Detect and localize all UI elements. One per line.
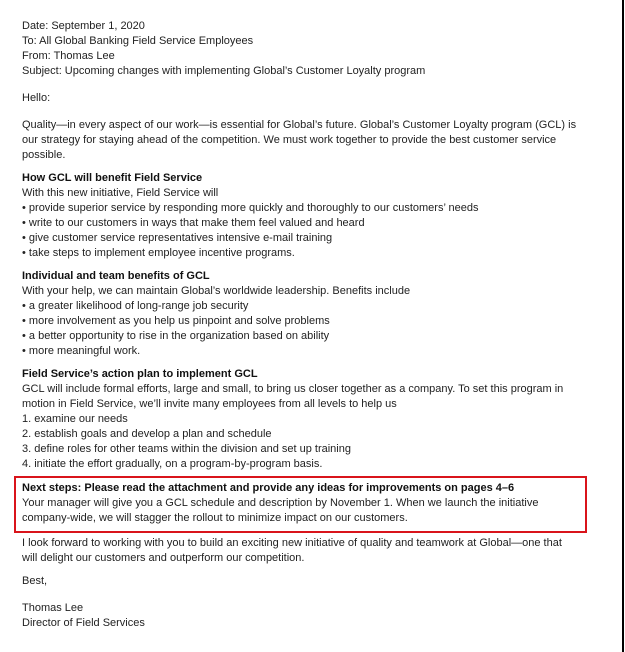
next-steps-highlight-box: [14, 476, 587, 533]
section-heading: How GCL will benefit Field Service: [22, 172, 203, 184]
section-heading: Field Service’s action plan to implement GCL: [22, 368, 258, 380]
numbered-item: 3. define roles for other teams within the division and set up training: [22, 443, 351, 455]
section-lead: motion in Field Service, we’ll invite many employees from all levels to help us: [22, 398, 397, 410]
memo-to: To: All Global Banking Field Service Employees: [22, 35, 254, 47]
intro-line: Quality—in every aspect of our work—is essential for Global’s future. Global’s Customer Loyalty program (GCL) is: [22, 119, 577, 131]
bullet-item: • take steps to implement employee incentive programs.: [22, 247, 295, 259]
bullet-item: • write to our customers in ways that make them feel valued and heard: [22, 217, 365, 229]
numbered-item: 4. initiate the effort gradually, on a program-by-program basis.: [22, 458, 323, 470]
intro-line: possible.: [22, 149, 66, 161]
memo-from: From: Thomas Lee: [22, 50, 115, 62]
page-edge-divider: [622, 0, 624, 652]
numbered-item: 2. establish goals and develop a plan and schedule: [22, 428, 272, 440]
bullet-item: • more meaningful work.: [22, 345, 141, 357]
numbered-item: 1. examine our needs: [22, 413, 128, 425]
intro-paragraph: [22, 118, 582, 163]
intro-line: our strategy for staying ahead of the competition. We must work together to provide the best customer service: [22, 134, 557, 146]
closing-block: [22, 536, 582, 631]
memo-body: [22, 19, 582, 472]
signature-title: Director of Field Services: [22, 617, 145, 629]
section-lead: With your help, we can maintain Global’s worldwide leadership. Benefits include: [22, 285, 411, 297]
memo-greeting: Hello:: [22, 92, 51, 104]
section-action-plan: [22, 367, 582, 472]
next-steps-line: Your manager will give you a GCL schedule and description by November 1. When we launch the initiative: [22, 497, 539, 509]
bullet-item: • provide superior service by responding more quickly and thoroughly to our customers’ needs: [22, 202, 479, 214]
section-lead: GCL will include formal efforts, large and small, to bring us closer together as a company. To set this program in: [22, 383, 564, 395]
signature-name: Thomas Lee: [22, 602, 84, 614]
memo-subject: Subject: Upcoming changes with implementing Global’s Customer Loyalty program: [22, 65, 426, 77]
bullet-item: • a greater likelihood of long-range job security: [22, 300, 249, 312]
closing-line: I look forward to working with you to build an exciting new initiative of quality and teamwork at Global—one that: [22, 537, 562, 549]
memo-header: [22, 19, 582, 79]
section-field-service-benefits: [22, 171, 582, 261]
next-steps-line: company-wide, we will stagger the rollout to minimize impact on our customers.: [22, 512, 408, 524]
section-lead: With this new initiative, Field Service will: [22, 187, 219, 199]
next-steps-heading: Next steps: Please read the attachment and provide any ideas for improvements on pages 4–6: [22, 482, 515, 494]
closing-line: will delight our customers and outperform our competition.: [22, 552, 305, 564]
section-heading: Individual and team benefits of GCL: [22, 270, 210, 282]
section-individual-team-benefits: [22, 269, 582, 359]
memo-date: Date: September 1, 2020: [22, 20, 145, 32]
bullet-item: • give customer service representatives intensive e-mail training: [22, 232, 333, 244]
bullet-item: • more involvement as you help us pinpoint and solve problems: [22, 315, 330, 327]
signoff: Best,: [22, 575, 48, 587]
bullet-item: • a better opportunity to rise in the organization based on ability: [22, 330, 330, 342]
